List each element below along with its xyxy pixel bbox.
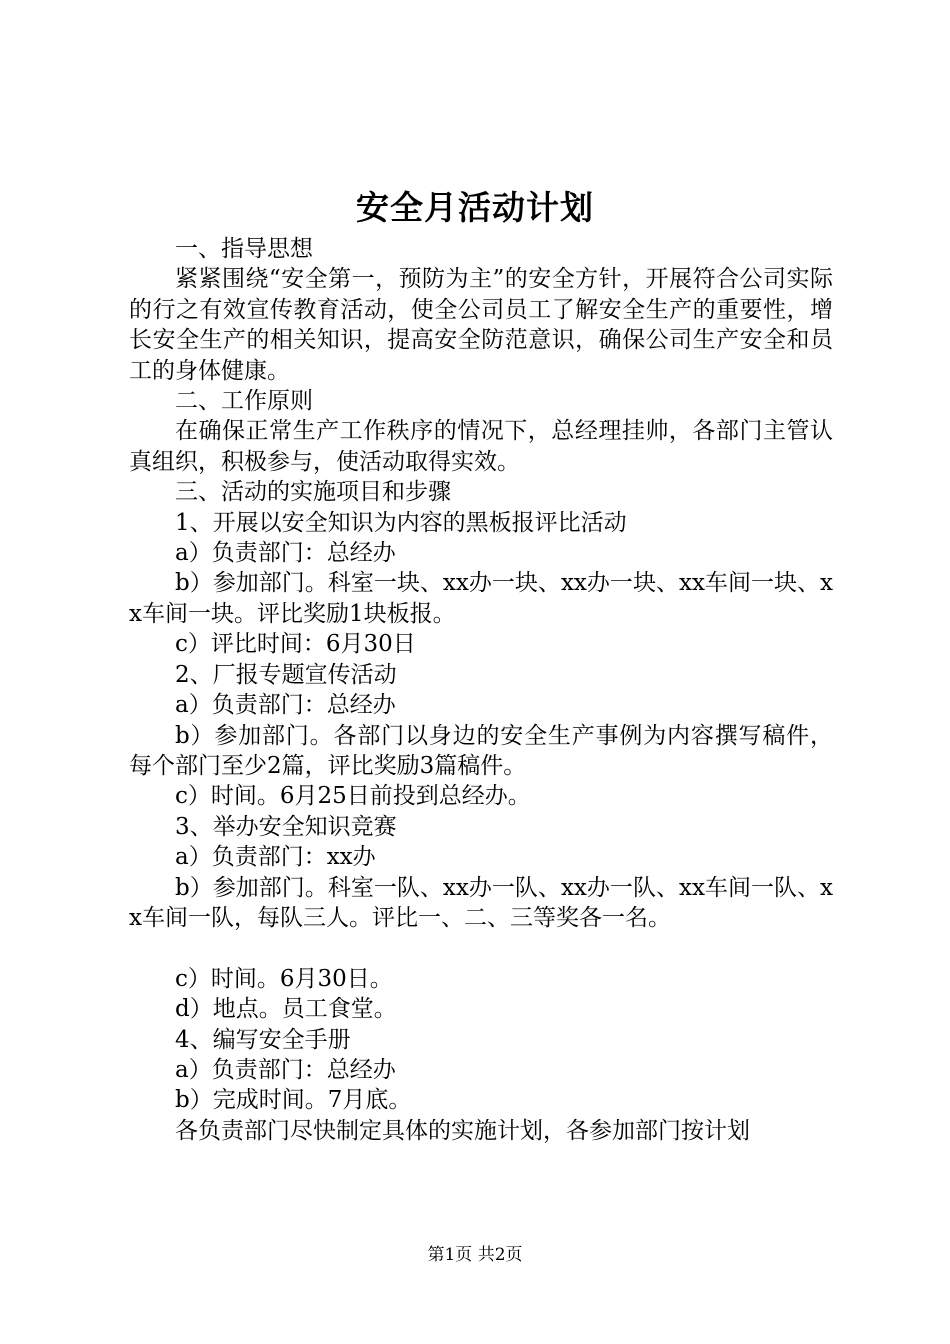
- activity-2-item-c: c）时间。6月25日前投到总经办。: [175, 783, 531, 810]
- activity-1-heading: 1、开展以安全知识为内容的黑板报评比活动: [175, 509, 627, 536]
- activity-2-item-a: a）负责部门：总经办: [175, 692, 396, 719]
- activity-3-item-a: a）负责部门：xx办: [175, 844, 376, 871]
- document-title: 安全月活动计划: [356, 188, 594, 227]
- activity-2-item-b: b）参加部门。各部门以身边的安全生产事例为内容撰写稿件，每个部门至少2篇，评比奖励3篇稿件。: [129, 722, 833, 779]
- page-number-footer: 第1页 共2页: [427, 1245, 523, 1265]
- activity-4-item-a: a）负责部门：总经办: [175, 1056, 396, 1083]
- activity-1-item-a: a）负责部门：总经办: [175, 540, 396, 567]
- paragraph-guiding-thought: 紧紧围绕“安全第一，预防为主”的安全方针，开展符合公司实际的行之有效宣传教育活动，使全公司员工了解安全生产的重要性，增长安全生产的相关知识，提高安全防范意识，确保公司生产安全和员工的身体健康。: [129, 266, 833, 384]
- activity-1-item-c: c）评比时间：6月30日: [175, 631, 416, 658]
- activity-4-heading: 4、编写安全手册: [175, 1026, 351, 1053]
- section-heading-work-principle: 二、工作原则: [175, 388, 313, 415]
- activity-3-heading: 3、举办安全知识竞赛: [175, 813, 397, 840]
- activity-2-heading: 2、厂报专题宣传活动: [175, 661, 397, 688]
- section-heading-guiding-thought: 一、指导思想: [175, 236, 313, 262]
- activity-4-item-b: b）完成时间。7月底。: [175, 1087, 412, 1114]
- activity-3-item-c: c）时间。6月30日。: [175, 965, 393, 992]
- paragraph-work-principle: 在确保正常生产工作秩序的情况下，总经理挂帅，各部门主管认真组织，积极参与，使活动取得实效。: [129, 418, 833, 475]
- activity-1-item-b: b）参加部门。科室一块、xx办一块、xx办一块、xx车间一块、xx车间一块。评比奖励1块板报。: [129, 570, 833, 627]
- activity-3-item-d: d）地点。员工食堂。: [175, 996, 397, 1023]
- activity-3-item-b: b）参加部门。科室一队、xx办一队、xx办一队、xx车间一队、xx车间一队，每队三人。评比一、二、三等奖各一名。: [129, 874, 833, 931]
- document-body: [129, 234, 833, 1146]
- section-heading-activities: 三、活动的实施项目和步骤: [175, 479, 451, 506]
- closing-paragraph: 各负责部门尽快制定具体的实施计划，各参加部门按计划: [175, 1117, 750, 1144]
